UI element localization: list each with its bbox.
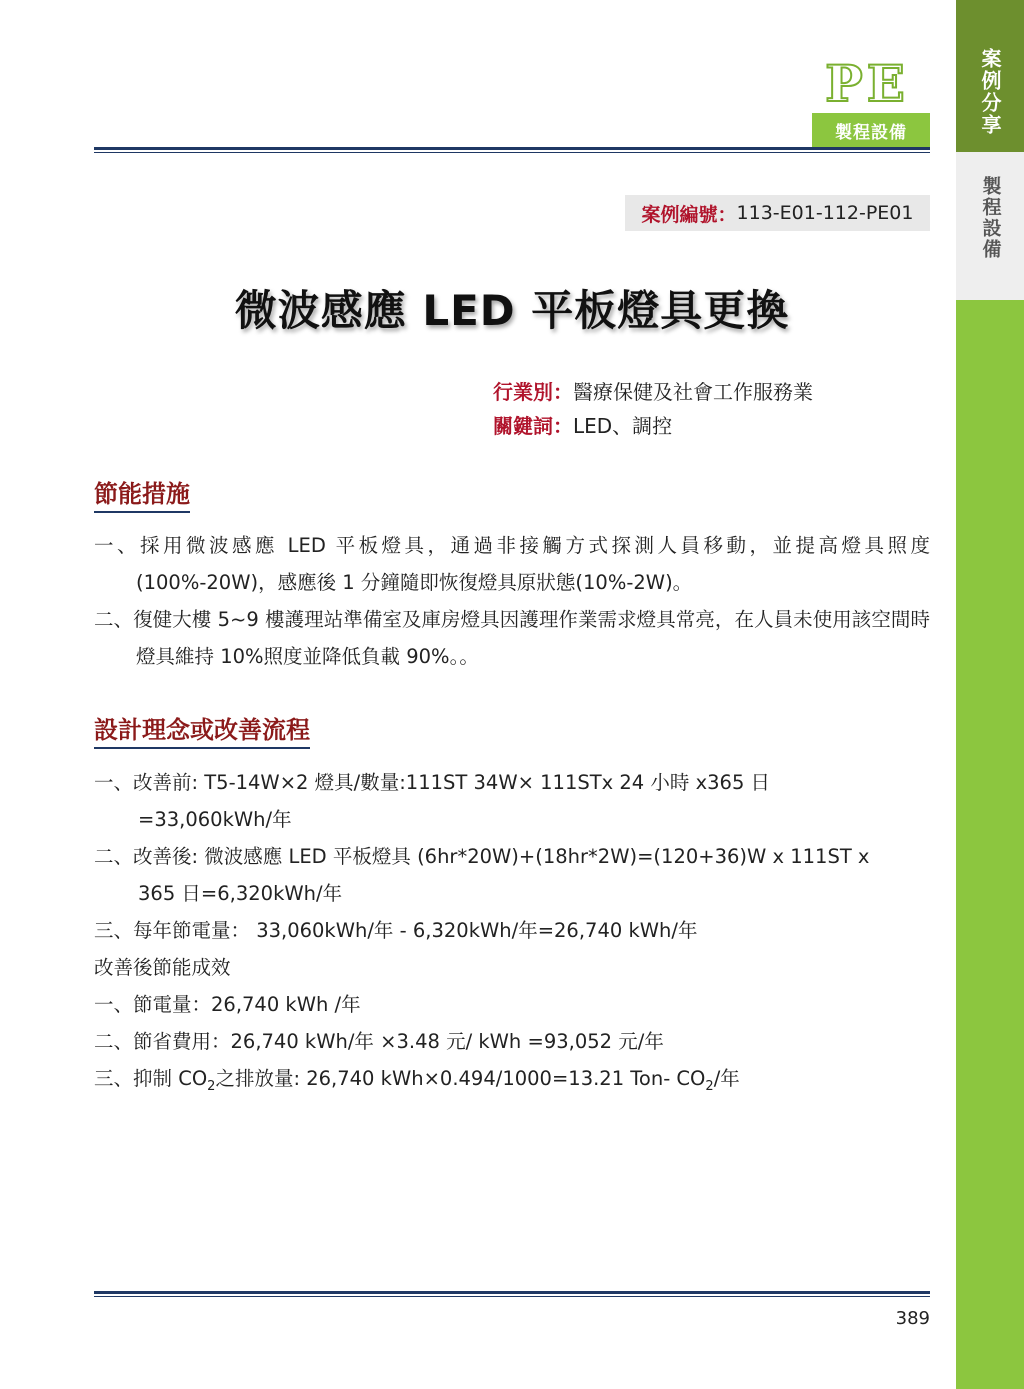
measures-list (94, 527, 930, 675)
measure-item: 一、採用微波感應 LED 平板燈具，通過非接觸方式探測人員移動，並提高燈具照度(100%-20W)，感應後 1 分鐘隨即恢復燈具原狀態(10%-2W)。 (94, 534, 930, 594)
result-heading: 改善後節能成效 (94, 956, 231, 979)
case-number-label: 案例編號： (641, 203, 737, 226)
side-tab-top (956, 0, 1024, 152)
side-tab-mid-label: 製程設備 (979, 176, 1002, 260)
design-line-b: =33,060kWh/年 (138, 808, 292, 831)
pe-logo: PE (825, 54, 909, 113)
page-title: 微波感應 LED 平板燈具更換 (234, 286, 790, 335)
keyword-value: LED、調控 (573, 414, 673, 438)
design-line-a: 一、改善前: T5-14W×2 燈具/數量:111ST 34W× 111STx 24 小時 x365 日 (94, 771, 771, 794)
section-heading-measures: 節能措施 (94, 474, 190, 513)
design-line-a: 二、改善後: 微波感應 LED 平板燈具 (6hr*20W)+(18hr*2W)=(120+36)W x 111ST x (94, 845, 870, 868)
page-number: 389 (895, 1308, 930, 1329)
footer-rule (94, 1291, 930, 1297)
industry-label: 行業別： (493, 380, 573, 404)
category-badge: 製程設備 (812, 113, 930, 147)
case-number (625, 195, 930, 231)
result-item: 二、節省費用：26,740 kWh/年 ×3.48 元/ kWh =93,052 元/年 (94, 1030, 664, 1053)
measure-item: 二、復健大樓 5~9 樓護理站準備室及庫房燈具因護理作業需求燈具常亮，在人員未使用該空間時燈具維持 10%照度並降低負載 90%。。 (94, 608, 930, 668)
design-line-a: 三、每年節電量： 33,060kWh/年 - 6,320kWh/年=26,740 kWh/年 (94, 919, 698, 942)
keyword-line (493, 410, 672, 439)
design-line-b: 365 日=6,320kWh/年 (138, 882, 343, 905)
section-heading-design: 設計理念或改善流程 (94, 710, 310, 749)
industry-line (493, 376, 813, 405)
side-tab (956, 0, 1024, 1389)
header-rule (94, 147, 930, 153)
result-item: 一、節電量：26,740 kWh /年 (94, 993, 361, 1016)
design-list (94, 764, 934, 1105)
result-item-co2: 三、抑制 $CO_2$之排放量: 26,740 kWh×0.494/1000=13.21 Ton- $CO_2/$年 (94, 1067, 740, 1094)
case-number-value: 113-E01-112-PE01 (736, 202, 914, 224)
side-tab-top-label: 案例分享 (978, 48, 1002, 136)
keyword-label: 關鍵詞： (493, 414, 573, 438)
industry-value: 醫療保健及社會工作服務業 (573, 380, 813, 404)
